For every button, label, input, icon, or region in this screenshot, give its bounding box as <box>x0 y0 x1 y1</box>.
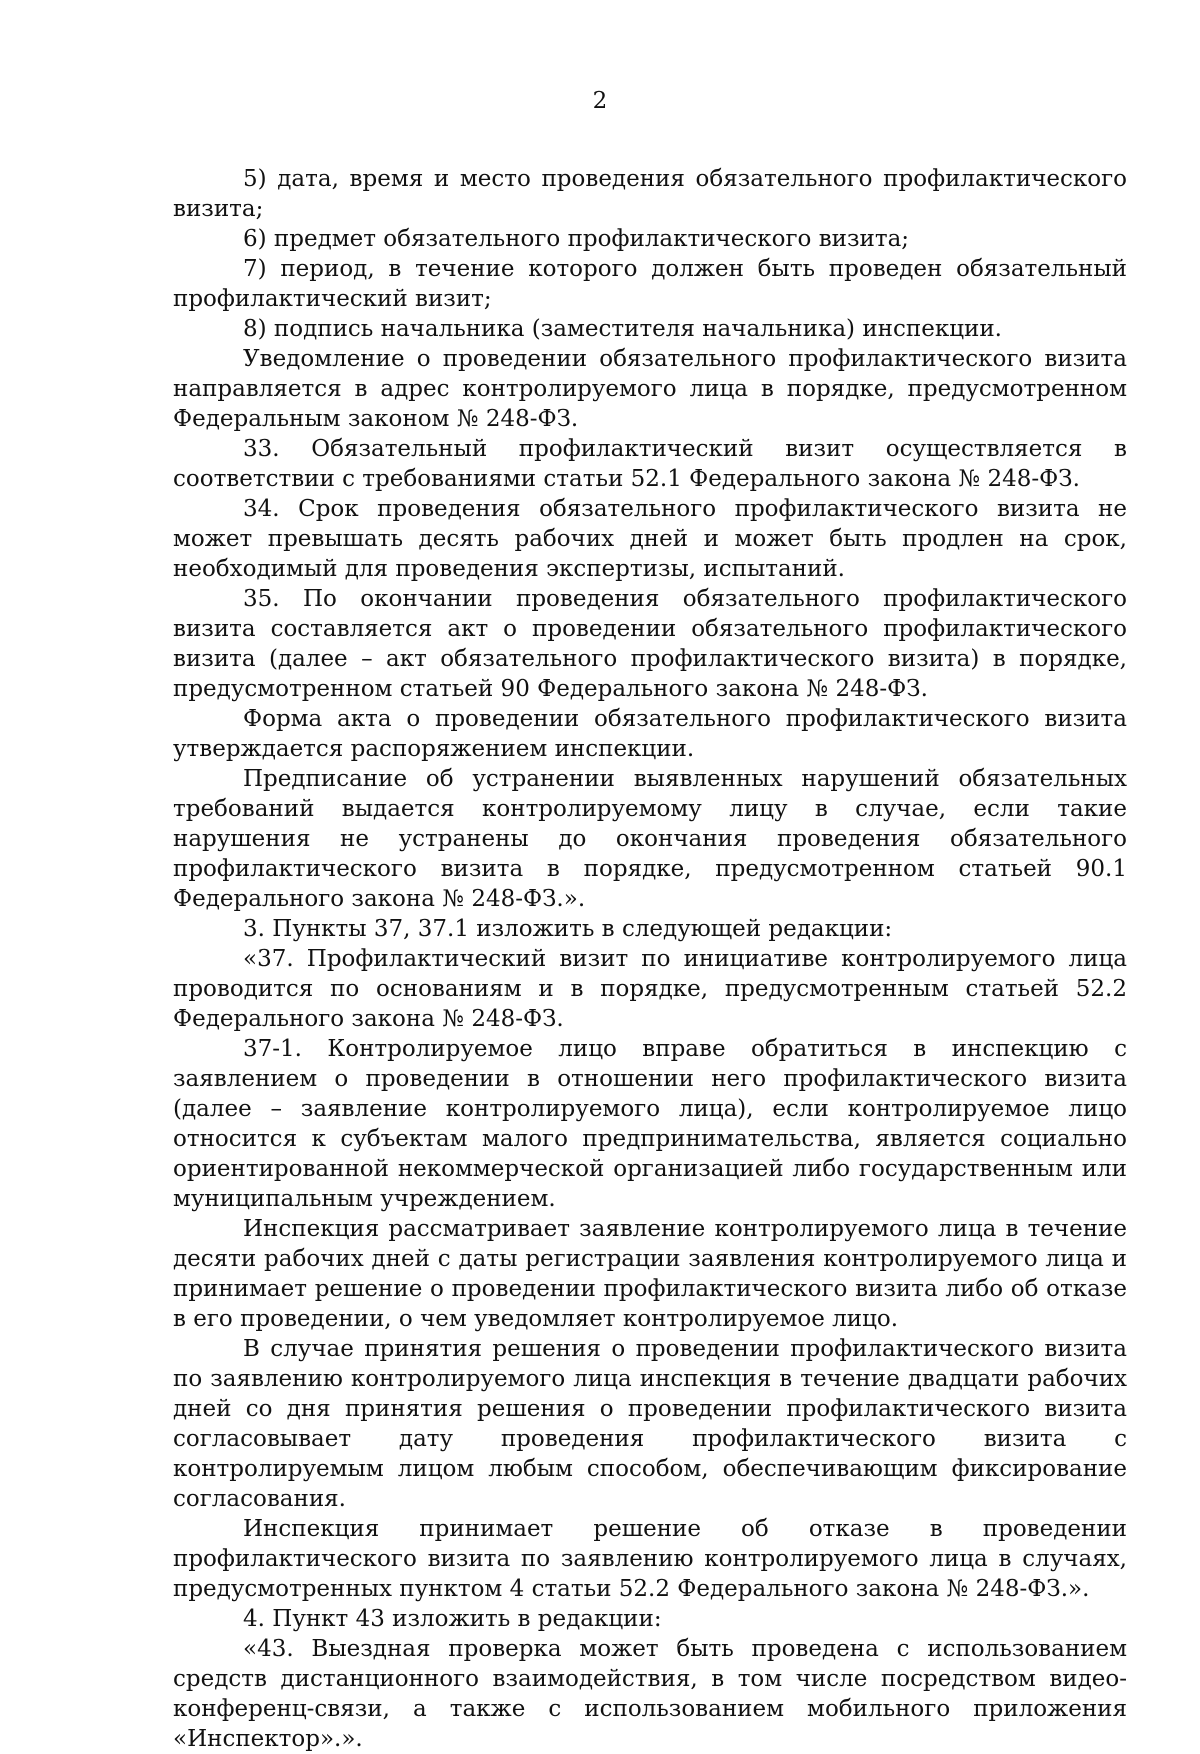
document-body <box>173 164 1127 1754</box>
paragraph-item-6: 6) предмет обязательного профилактического визита; <box>243 226 910 252</box>
paragraph-43: «43. Выездная проверка может быть проведена с использованием средств дистанционного взаимодействия, в том числе посредством видео-конференц-связи, а также с использованием мобильного приложения «Инспектор».». <box>173 1636 1127 1752</box>
paragraph-item-5: 5) дата, время и место проведения обязательного профилактического визита; <box>173 166 1127 222</box>
paragraph-prescription: Предписание об устранении выявленных нарушений обязательных требований выдается контролируемому лицу в случае, если такие нарушения не устранены до окончания проведения обязательного профилактического визита в порядке, предусмотренном статьей 90.1 Федерального закона № 248-ФЗ.». <box>173 766 1127 912</box>
paragraph-act-form: Форма акта о проведении обязательного профилактического визита утверждается распоряжением инспекции. <box>173 706 1127 762</box>
paragraph-35: 35. По окончании проведения обязательного профилактического визита составляется акт о проведении обязательного профилактического визита (далее – акт обязательного профилактического визита) в порядке, предусмотренном статьей 90 Федерального закона № 248-ФЗ. <box>173 586 1127 702</box>
paragraph-refusal: Инспекция принимает решение об отказе в проведении профилактического визита по заявлению контролируемого лица в случаях, предусмотренных пунктом 4 статьи 52.2 Федерального закона № 248-ФЗ.». <box>173 1516 1127 1602</box>
paragraph-33: 33. Обязательный профилактический визит осуществляется в соответствии с требованиями статьи 52.1 Федерального закона № 248-ФЗ. <box>173 436 1127 492</box>
paragraph-amendment-3: 3. Пункты 37, 37.1 изложить в следующей редакции: <box>243 916 893 942</box>
paragraph-item-8: 8) подпись начальника (заместителя начальника) инспекции. <box>243 316 1002 342</box>
paragraph-amendment-4: 4. Пункт 43 изложить в редакции: <box>243 1606 662 1632</box>
paragraph-37: «37. Профилактический визит по инициативе контролируемого лица проводится по основаниям и в порядке, предусмотренным статьей 52.2 Федерального закона № 248-ФЗ. <box>173 946 1127 1032</box>
paragraph-notification: Уведомление о проведении обязательного профилактического визита направляется в адрес контролируемого лица в порядке, предусмотренном Федеральным законом № 248-ФЗ. <box>173 346 1127 432</box>
paragraph-approval: В случае принятия решения о проведении профилактического визита по заявлению контролируемого лица инспекция в течение двадцати рабочих дней со дня принятия решения о проведении профилактического визита согласовывает дату проведения профилактического визита с контролируемым лицом любым способом, обеспечивающим фиксирование согласования. <box>173 1336 1127 1512</box>
paragraph-item-7: 7) период, в течение которого должен быть проведен обязательный профилактический визит; <box>173 256 1127 312</box>
paragraph-34: 34. Срок проведения обязательного профилактического визита не может превышать десять рабочих дней и может быть продлен на срок, необходимый для проведения экспертизы, испытаний. <box>173 496 1127 582</box>
paragraph-37-1: 37-1. Контролируемое лицо вправе обратиться в инспекцию с заявлением о проведении в отношении него профилактического визита (далее – заявление контролируемого лица), если контролируемое лицо относится к субъектам малого предпринимательства, является социально ориентированной некоммерческой организацией либо государственным или муниципальным учреждением. <box>173 1036 1127 1212</box>
paragraph-review: Инспекция рассматривает заявление контролируемого лица в течение десяти рабочих дней с даты регистрации заявления контролируемого лица и принимает решение о проведении профилактического визита либо об отказе в его проведении, о чем уведомляет контролируемое лицо. <box>173 1216 1127 1332</box>
page-number: 2 <box>592 88 608 114</box>
